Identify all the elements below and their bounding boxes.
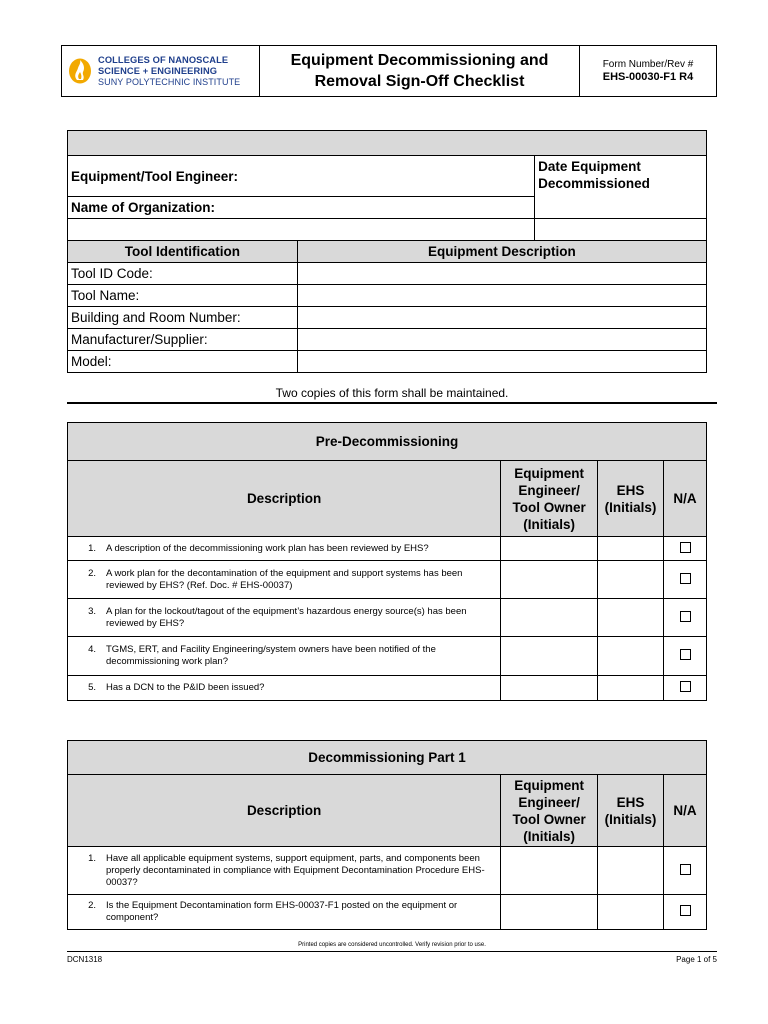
na-checkbox[interactable] [680, 649, 691, 660]
engineer-initials-cell[interactable] [501, 676, 598, 701]
ehs-header-line-2: (Initials) [604, 499, 657, 515]
info-header-bar [68, 131, 707, 156]
engineer-initials-cell[interactable] [501, 895, 598, 930]
checklist-item [68, 676, 501, 701]
engineer-initials-cell[interactable] [501, 561, 598, 599]
uncontrolled-copy-note: Printed copies are considered uncontrolled. Verify revision prior to use. [298, 942, 486, 948]
ehs-initials-column-header [598, 461, 664, 537]
ehs-header-line-2: (Initials) [604, 811, 657, 827]
tool-id-value[interactable] [297, 263, 706, 285]
item-number: 3. [88, 605, 96, 617]
engineer-header-line-4: (Initials) [523, 828, 575, 844]
row-label-tool-id: Tool ID Code: [68, 263, 298, 285]
checklist-item [68, 895, 501, 930]
row-label-tool-name: Tool Name: [68, 285, 298, 307]
engineer-header-line-4: (Initials) [523, 516, 575, 532]
engineer-initials-column-header [501, 775, 598, 847]
item-number: 4. [88, 644, 96, 655]
organization-label: Name of Organization: [71, 200, 216, 215]
date-label-line-2: Decommissioned [538, 176, 650, 191]
footer-divider [67, 951, 717, 952]
date-value[interactable] [535, 219, 707, 241]
equipment-info-table [67, 130, 707, 373]
ehs-header-line-1: EHS [616, 482, 645, 498]
dcn-number: DCN1318 [67, 955, 103, 964]
na-column-header: N/A [664, 775, 707, 847]
engineer-label: Equipment/Tool Engineer: [71, 168, 238, 184]
engineer-header-line-2: Engineer/ [518, 794, 580, 810]
decommissioning-part1-title: Decommissioning Part 1 [68, 741, 707, 775]
ehs-initials-column-header [598, 775, 664, 847]
ehs-initials-cell[interactable] [598, 537, 664, 561]
title-line-1: Equipment Decommissioning and [290, 52, 549, 69]
ehs-initials-cell[interactable] [598, 847, 664, 895]
tool-name-value[interactable] [297, 285, 706, 307]
model-value[interactable] [297, 351, 706, 373]
na-checkbox[interactable] [680, 905, 691, 916]
ehs-initials-cell[interactable] [598, 895, 664, 930]
equipment-description-header: Equipment Description [297, 241, 706, 263]
ehs-initials-cell[interactable] [598, 561, 664, 599]
row-label-model: Model: [68, 351, 298, 373]
item-text: A plan for the lockout/tagout of the equipment’s hazardous energy source(s) has been reviewed by EHS? [106, 605, 467, 629]
engineer-initials-cell[interactable] [501, 637, 598, 676]
item-number: 5. [88, 682, 96, 693]
pre-decommissioning-table [67, 422, 707, 701]
engineer-initials-cell[interactable] [501, 599, 598, 637]
na-column-header: N/A [664, 461, 707, 537]
row-label-manufacturer: Manufacturer/Supplier: [68, 329, 298, 351]
copies-note: Two copies of this form shall be maintained. [275, 386, 509, 400]
item-number: 1. [88, 542, 96, 554]
logo-line-1: COLLEGES OF NANOSCALE [98, 54, 229, 65]
description-column-header: Description [68, 461, 501, 537]
building-room-value[interactable] [297, 307, 706, 329]
form-number-cell [580, 46, 717, 97]
checklist-item [68, 847, 501, 895]
document-title [260, 46, 580, 97]
logo-line-2: SCIENCE + ENGINEERING [98, 65, 218, 76]
page-number: Page 1 of 5 [676, 955, 717, 964]
engineer-header-line-1: Equipment [514, 777, 584, 793]
item-number: 2. [88, 900, 96, 911]
institution-logo [62, 46, 260, 97]
item-number: 2. [88, 567, 96, 579]
description-column-header: Description [68, 775, 501, 847]
row-label-building-room: Building and Room Number: [68, 307, 298, 329]
organization-field[interactable] [68, 197, 535, 219]
engineer-header-line-2: Engineer/ [518, 482, 580, 498]
form-header [61, 45, 717, 97]
section-divider [67, 402, 717, 404]
checklist-item [68, 599, 501, 637]
checklist-item [68, 537, 501, 561]
na-checkbox[interactable] [680, 542, 691, 553]
decommissioning-part1-table [67, 740, 707, 930]
na-checkbox[interactable] [680, 681, 691, 692]
ehs-initials-cell[interactable] [598, 676, 664, 701]
engineer-header-line-1: Equipment [514, 465, 584, 481]
item-text: Is the Equipment Decontamination form EHS-00037-F1 posted on the equipment or component? [106, 900, 458, 923]
engineer-header-line-3: Tool Owner [512, 811, 586, 827]
flame-logo-icon [68, 58, 92, 84]
ehs-initials-cell[interactable] [598, 637, 664, 676]
manufacturer-value[interactable] [297, 329, 706, 351]
checklist-item [68, 637, 501, 676]
na-checkbox[interactable] [680, 573, 691, 584]
item-text: A work plan for the decontamination of the equipment and support systems has been reviewed by EHS? (Ref. Doc. # EHS-00037) [106, 567, 463, 591]
form-number: EHS-00030-F1 R4 [602, 71, 694, 83]
organization-value[interactable] [68, 219, 535, 241]
item-text: TGMS, ERT, and Facility Engineering/system owners have been notified of the decommissioning work plan? [106, 644, 436, 667]
title-line-2: Removal Sign-Off Checklist [314, 73, 525, 90]
item-number: 1. [88, 852, 96, 864]
logo-line-3: SUNY POLYTECHNIC INSTITUTE [98, 76, 241, 87]
engineer-initials-cell[interactable] [501, 847, 598, 895]
na-checkbox[interactable] [680, 611, 691, 622]
date-decommissioned-cell [535, 156, 707, 219]
item-text: Has a DCN to the P&ID been issued? [106, 682, 265, 693]
engineer-initials-column-header [501, 461, 598, 537]
engineer-header-line-3: Tool Owner [512, 499, 586, 515]
ehs-initials-cell[interactable] [598, 599, 664, 637]
tool-identification-header: Tool Identification [68, 241, 298, 263]
item-text: A description of the decommissioning work plan has been reviewed by EHS? [106, 542, 429, 554]
ehs-header-line-1: EHS [616, 794, 645, 810]
form-number-label: Form Number/Rev # [602, 59, 694, 70]
checklist-item [68, 561, 501, 599]
pre-decommissioning-title: Pre-Decommissioning [68, 423, 707, 461]
item-text: Have all applicable equipment systems, support equipment, parts, and components been properly decontaminated in compliance with Equipment Decontamination Procedure EHS-00037? [106, 852, 485, 888]
date-label-line-1: Date Equipment [538, 159, 641, 174]
engineer-field[interactable] [68, 156, 535, 197]
na-checkbox[interactable] [680, 864, 691, 875]
engineer-initials-cell[interactable] [501, 537, 598, 561]
